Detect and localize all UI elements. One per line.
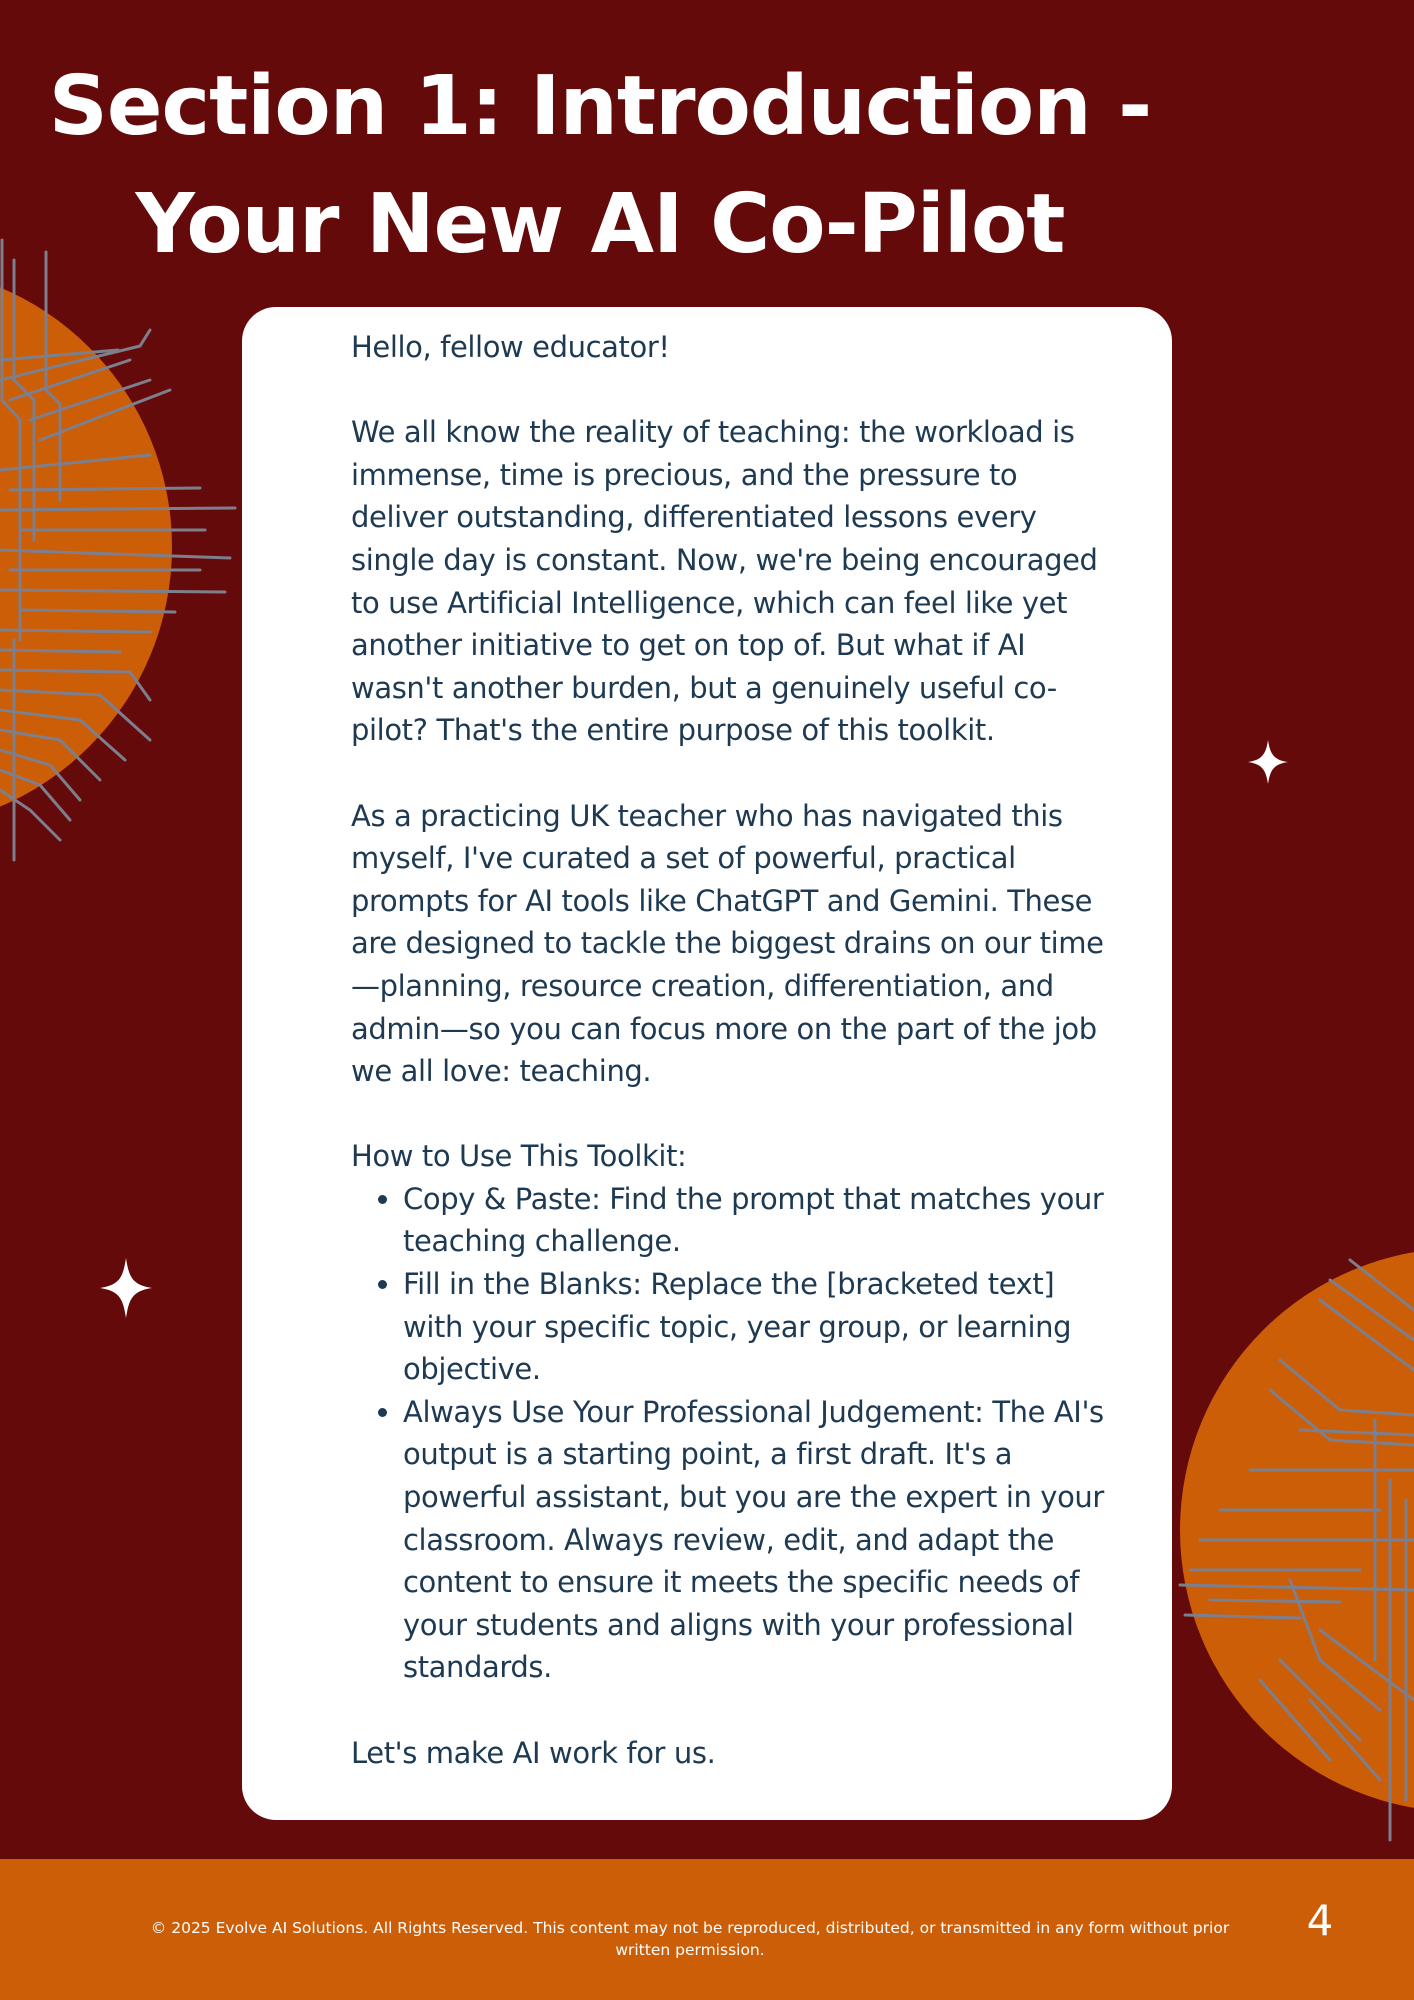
howto-heading: How to Use This Toolkit: (351, 1139, 687, 1174)
howto-item-copy-paste: • Copy & Paste: Find the prompt that matches your teaching challenge. (403, 1178, 1121, 1263)
howto-list (351, 1178, 1121, 1689)
closing-line: Let's make AI work for us. (351, 1735, 716, 1770)
circuit-circle-decoration-left (0, 240, 250, 880)
page-title-line-2: Your New AI Co-Pilot (135, 177, 1065, 272)
footer-bar (0, 1859, 1414, 2000)
greeting: Hello, fellow educator! (351, 330, 670, 364)
sparkle-icon-left (100, 1258, 152, 1318)
howto-item-judgement: • Always Use Your Professional Judgement: The AI's output is a starting point, a first draft. It's a powerful assistant, but you are the expert in your classroom. Always review, edit, and adapt the content to ensure it meets the specific needs of your students and aligns with your professional standards. (403, 1391, 1121, 1689)
page-number: 4 (1306, 1896, 1334, 1945)
circuit-circle-decoration-right (1180, 1240, 1414, 1860)
howto-item-fill-blanks: • Fill in the Blanks: Replace the [bracketed text] with your specific topic, year group, or learning objective. (403, 1263, 1121, 1391)
copyright-notice: © 2025 Evolve AI Solutions. All Rights Reserved. This content may not be reproduced, distributed, or transmitted in any form without prior written permission. (150, 1919, 1230, 1959)
intro-paragraph-1: We all know the reality of teaching: the workload is immense, time is precious, and the pressure to deliver outstanding, differentiated lessons every single day is constant. Now, we're being encouraged to use Artificial Intelligence, which can feel like yet another initiative to get on top of. But what if AI wasn't another burden, but a genuinely useful co-pilot? That's the entire purpose of this toolkit. (351, 415, 1098, 748)
sparkle-icon-right (1248, 740, 1288, 784)
page-title-line-1: Section 1: Introduction - (48, 59, 1152, 154)
intro-paragraph-2: As a practicing UK teacher who has navigated this myself, I've curated a set of powerful, practical prompts for AI tools like ChatGPT and Gemini. These are designed to tackle the biggest drains on our time—planning, resource creation, differentiation, and admin—so you can focus more on the part of the job we all love: teaching. (351, 798, 1104, 1089)
intro-text (351, 326, 1121, 1774)
